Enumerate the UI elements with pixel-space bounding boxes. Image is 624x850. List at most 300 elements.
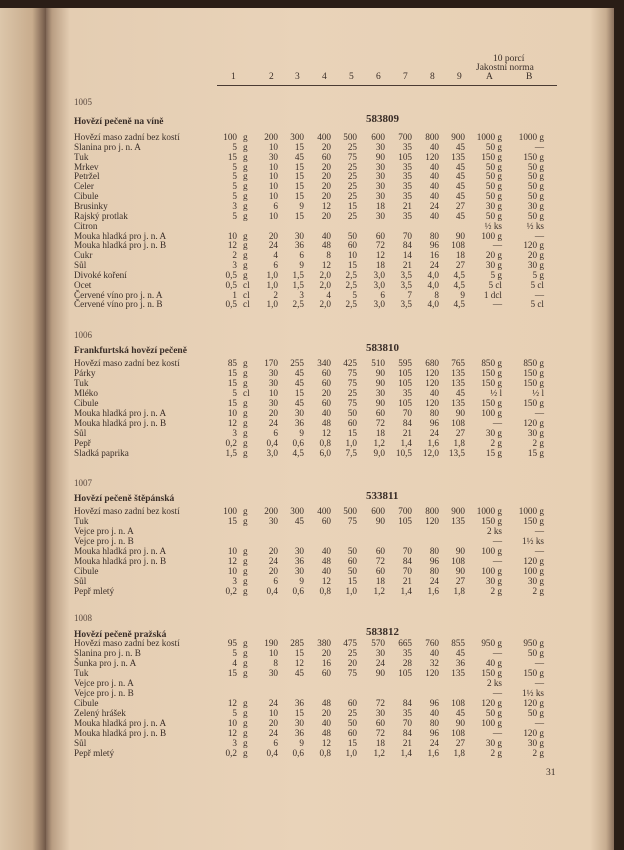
header-rule xyxy=(217,85,557,86)
amount-cell: 135 xyxy=(451,151,465,162)
amount-cell: 20 xyxy=(321,141,331,152)
amount-cell: — xyxy=(492,240,502,251)
unit: g xyxy=(243,506,248,516)
unit: g xyxy=(243,718,248,728)
amount-cell: 500 xyxy=(343,506,357,516)
amount-cell: 20 xyxy=(321,161,331,172)
amount-cell: 10 xyxy=(227,408,237,418)
amount-cell: 45 xyxy=(294,378,304,388)
amount-cell: 90 xyxy=(455,408,465,418)
amount-cell: 24 xyxy=(268,728,278,738)
amount-cell: 0,6 xyxy=(292,748,304,758)
ingredient-name: Tuk xyxy=(74,378,89,388)
amount-cell: 120 g xyxy=(523,728,544,738)
amount-cell: 18 xyxy=(455,250,465,261)
amount-cell: 40 xyxy=(429,210,439,221)
amount-cell: 950 g xyxy=(523,638,544,648)
amount-cell: 75 xyxy=(347,398,357,408)
ingredient-name: Citron xyxy=(74,220,98,231)
amount-cell: — xyxy=(492,418,502,428)
unit: g xyxy=(243,230,248,241)
ingredient-row xyxy=(74,556,574,566)
amount-cell: 2 xyxy=(273,289,278,300)
amount-cell: 105 xyxy=(398,516,412,526)
amount-cell: 15 xyxy=(227,668,237,678)
ingredient-row xyxy=(74,566,574,576)
amount-cell: 15 xyxy=(347,260,357,271)
ingredient-name: Zelený hrášek xyxy=(74,708,126,718)
ingredient-row xyxy=(74,142,574,152)
amount-cell: 6 xyxy=(273,428,278,438)
ingredient-row xyxy=(74,408,574,418)
unit: g xyxy=(243,171,248,182)
amount-cell: 10 xyxy=(268,161,278,172)
amount-cell: 665 xyxy=(398,638,412,648)
amount-cell: 45 xyxy=(455,210,465,221)
amount-cell: 12 xyxy=(321,260,331,271)
amount-cell: 75 xyxy=(347,151,357,162)
amount-cell: 45 xyxy=(455,171,465,182)
amount-cell: 45 xyxy=(294,398,304,408)
amount-cell: 20 xyxy=(321,171,331,182)
amount-cell: 20 xyxy=(321,388,331,398)
amount-cell: 6 xyxy=(273,200,278,211)
amount-cell: 30 g xyxy=(527,576,544,586)
amount-cell: 15 xyxy=(227,516,237,526)
amount-cell: 25 xyxy=(347,161,357,172)
amount-cell: 0,2 xyxy=(225,438,237,448)
ingredient-row xyxy=(74,132,574,142)
amount-cell: 15 xyxy=(294,210,304,221)
ingredient-row xyxy=(74,658,574,668)
ingredient-name: Mouka hladká pro j. n. B xyxy=(74,418,167,428)
ingredient-name: Mléko xyxy=(74,388,98,398)
unit: g xyxy=(243,566,248,576)
unit: g xyxy=(243,161,248,172)
amount-cell: 3,5 xyxy=(400,299,412,310)
unit: g xyxy=(243,728,248,738)
amount-cell: 60 xyxy=(375,718,385,728)
amount-cell: 35 xyxy=(402,141,412,152)
amount-cell: 3,0 xyxy=(373,269,385,280)
amount-cell: 60 xyxy=(375,408,385,418)
amount-cell: 30 xyxy=(375,210,385,221)
unit: g xyxy=(243,368,248,378)
amount-cell: — xyxy=(492,728,502,738)
amount-cell: 30 g xyxy=(527,200,544,211)
amount-cell: 135 xyxy=(451,398,465,408)
amount-cell: 15 xyxy=(294,141,304,152)
unit: g xyxy=(243,398,248,408)
amount-cell: 21 xyxy=(402,200,412,211)
amount-cell: 0,4 xyxy=(266,438,278,448)
unit: g xyxy=(243,269,248,280)
amount-cell: 20 xyxy=(321,648,331,658)
amount-cell: 150 g xyxy=(523,151,544,162)
amount-cell: 30 g xyxy=(485,738,502,748)
amount-cell: 60 xyxy=(321,151,331,162)
amount-cell: 1,0 xyxy=(345,586,357,596)
amount-cell: 1,0 xyxy=(266,279,278,290)
amount-cell: 14 xyxy=(402,250,412,261)
column-header-2: 2 xyxy=(269,72,274,82)
amount-cell: 0,4 xyxy=(266,748,278,758)
amount-cell: 150 g xyxy=(481,398,502,408)
amount-cell: 21 xyxy=(402,576,412,586)
amount-cell: 4,5 xyxy=(292,448,304,458)
amount-cell: 90 xyxy=(375,668,385,678)
ingredient-name: Brusinky xyxy=(74,200,108,211)
amount-cell: 3 xyxy=(232,738,237,748)
amount-cell: 10 xyxy=(227,230,237,241)
amount-cell: 45 xyxy=(294,368,304,378)
unit: g xyxy=(243,191,248,202)
amount-cell: 24 xyxy=(429,738,439,748)
ingredient-name: Mouka hladká pro j. n. B xyxy=(74,240,167,251)
amount-cell: 400 xyxy=(317,506,331,516)
amount-cell: 13,5 xyxy=(448,448,465,458)
amount-cell: 50 g xyxy=(527,708,544,718)
amount-cell: 2,5 xyxy=(345,299,357,310)
amount-cell: 15 xyxy=(227,398,237,408)
amount-cell: 15 xyxy=(347,200,357,211)
page-number: 31 xyxy=(546,768,556,778)
amount-cell: 0,5 xyxy=(225,299,237,310)
amount-cell: 50 g xyxy=(485,210,502,221)
amount-cell: 10 xyxy=(268,388,278,398)
unit: g xyxy=(243,408,248,418)
amount-cell: 84 xyxy=(402,418,412,428)
amount-cell: 15 xyxy=(294,191,304,202)
ingredient-row xyxy=(74,678,574,688)
amount-cell: 21 xyxy=(402,428,412,438)
amount-cell: 50 g xyxy=(527,210,544,221)
amount-cell: 9 xyxy=(299,260,304,271)
ingredient-name: Cibule xyxy=(74,698,99,708)
amount-cell: 30 g xyxy=(527,428,544,438)
amount-cell: — xyxy=(534,408,544,418)
ingredient-name: Mrkev xyxy=(74,161,99,172)
amount-cell: 3 xyxy=(232,260,237,271)
amount-cell: — xyxy=(534,141,544,152)
ingredient-row xyxy=(74,586,574,596)
amount-cell: 35 xyxy=(402,648,412,658)
amount-cell: 25 xyxy=(347,648,357,658)
unit: g xyxy=(243,260,248,271)
ingredient-row xyxy=(74,536,574,546)
amount-cell: 72 xyxy=(375,698,385,708)
amount-cell: 70 xyxy=(402,546,412,556)
amount-cell: 96 xyxy=(429,556,439,566)
amount-cell: 40 g xyxy=(485,658,502,668)
amount-cell: 40 xyxy=(321,546,331,556)
amount-cell: 0,5 xyxy=(225,269,237,280)
amount-cell: 300 xyxy=(290,506,304,516)
portions-label: 10 porcí xyxy=(493,54,525,64)
amount-cell: 5 xyxy=(232,181,237,192)
ingredient-name: Červené víno pro j. n. A xyxy=(74,289,163,300)
amount-cell: 425 xyxy=(343,358,357,368)
amount-cell: 12 xyxy=(321,200,331,211)
amount-cell: 40 xyxy=(321,408,331,418)
amount-cell: 75 xyxy=(347,668,357,678)
ingredient-name: Mouka hladká pro j. n. A xyxy=(74,546,167,556)
amount-cell: 15 xyxy=(347,576,357,586)
amount-cell: — xyxy=(534,678,544,688)
amount-cell: 1,2 xyxy=(373,586,385,596)
amount-cell: 35 xyxy=(402,210,412,221)
amount-cell: 475 xyxy=(343,638,357,648)
amount-cell: 60 xyxy=(347,728,357,738)
recipe-number: 1006 xyxy=(74,330,92,340)
amount-cell: 20 xyxy=(268,546,278,556)
unit: g xyxy=(243,448,248,458)
amount-cell: 84 xyxy=(402,556,412,566)
ingredient-name: Červené víno pro j. n. B xyxy=(74,299,163,310)
amount-cell: 1,5 xyxy=(225,448,237,458)
amount-cell: 35 xyxy=(402,171,412,182)
ingredient-name: Pepř mletý xyxy=(74,586,115,596)
amount-cell: 100 g xyxy=(523,566,544,576)
recipe-number: 1008 xyxy=(74,613,92,623)
column-header-B: B xyxy=(526,72,533,82)
amount-cell: 1000 g xyxy=(518,506,544,516)
ingredient-name: Sůl xyxy=(74,260,87,271)
amount-cell: 5 xyxy=(232,210,237,221)
ingredient-row xyxy=(74,280,574,290)
amount-cell: 50 g xyxy=(527,181,544,192)
unit: g xyxy=(243,240,248,251)
amount-cell: ½ l xyxy=(532,388,544,398)
amount-cell: 27 xyxy=(455,428,465,438)
amount-cell: 108 xyxy=(451,418,465,428)
amount-cell: 35 xyxy=(402,708,412,718)
amount-cell: 36 xyxy=(294,240,304,251)
amount-cell: 150 g xyxy=(523,516,544,526)
amount-cell: 30 xyxy=(268,668,278,678)
amount-cell: 100 g xyxy=(481,566,502,576)
amount-cell: 40 xyxy=(429,181,439,192)
amount-cell: 75 xyxy=(347,368,357,378)
amount-cell: 18 xyxy=(375,738,385,748)
ingredient-row xyxy=(74,688,574,698)
amount-cell: 72 xyxy=(375,728,385,738)
amount-cell: 15 xyxy=(294,171,304,182)
amount-cell: 5 xyxy=(232,161,237,172)
recipe-code: 533811 xyxy=(366,490,399,502)
ingredient-row xyxy=(74,358,574,368)
amount-cell: 45 xyxy=(455,191,465,202)
unit: g xyxy=(243,438,248,448)
amount-cell: 12 xyxy=(227,698,237,708)
ingredient-row xyxy=(74,718,574,728)
amount-cell: 6 xyxy=(299,250,304,261)
amount-cell: 680 xyxy=(425,358,439,368)
amount-cell: 50 g xyxy=(527,171,544,182)
amount-cell: 3,5 xyxy=(400,279,412,290)
amount-cell: 50 g xyxy=(527,161,544,172)
amount-cell: 60 xyxy=(347,240,357,251)
amount-cell: 45 xyxy=(455,648,465,658)
amount-cell: 30 g xyxy=(485,576,502,586)
amount-cell: 700 xyxy=(398,506,412,516)
amount-cell: 2 g xyxy=(490,748,502,758)
amount-cell: 30 xyxy=(268,398,278,408)
amount-cell: 3,0 xyxy=(373,279,385,290)
amount-cell: 105 xyxy=(398,151,412,162)
amount-cell: 80 xyxy=(429,408,439,418)
amount-cell: 5 xyxy=(232,388,237,398)
amount-cell: 95 xyxy=(227,638,237,648)
unit: g xyxy=(243,516,248,526)
amount-cell: 8 xyxy=(273,658,278,668)
amount-cell: — xyxy=(492,688,502,698)
amount-cell: 6 xyxy=(273,738,278,748)
amount-cell: 21 xyxy=(402,738,412,748)
amount-cell: 1,8 xyxy=(453,438,465,448)
amount-cell: 40 xyxy=(429,191,439,202)
ingredient-name: Hovězí maso zadní bez kostí xyxy=(74,506,180,516)
amount-cell: 36 xyxy=(294,418,304,428)
ingredient-name: Tuk xyxy=(74,151,89,162)
column-header-1: 1 xyxy=(231,72,236,82)
amount-cell: 2 ks xyxy=(486,678,502,688)
amount-cell: 0,2 xyxy=(225,586,237,596)
amount-cell: 30 xyxy=(375,648,385,658)
amount-cell: 80 xyxy=(429,230,439,241)
amount-cell: 850 g xyxy=(523,358,544,368)
amount-cell: 24 xyxy=(375,658,385,668)
amount-cell: 4 xyxy=(273,250,278,261)
ingredient-name: Cibule xyxy=(74,398,99,408)
amount-cell: 3,0 xyxy=(373,299,385,310)
ingredient-name: Hovězí maso zadní bez kostí xyxy=(74,638,180,648)
amount-cell: 0,4 xyxy=(266,586,278,596)
amount-cell: 0,6 xyxy=(292,586,304,596)
amount-cell: 28 xyxy=(402,658,412,668)
amount-cell: 6 xyxy=(273,576,278,586)
ingredient-row xyxy=(74,250,574,260)
amount-cell: 40 xyxy=(429,161,439,172)
amount-cell: 200 xyxy=(264,506,278,516)
amount-cell: 150 g xyxy=(523,378,544,388)
amount-cell: 90 xyxy=(375,516,385,526)
amount-cell: 32 xyxy=(429,658,439,668)
amount-cell: 75 xyxy=(347,516,357,526)
amount-cell: 5 xyxy=(352,289,357,300)
ingredient-name: Vejce pro j. n. A xyxy=(74,526,134,536)
amount-cell: 5 cl xyxy=(530,279,544,290)
amount-cell: 1,0 xyxy=(345,748,357,758)
amount-cell: 4 xyxy=(232,658,237,668)
amount-cell: 120 xyxy=(425,378,439,388)
amount-cell: 27 xyxy=(455,738,465,748)
amount-cell: 48 xyxy=(321,418,331,428)
amount-cell: 5 xyxy=(232,141,237,152)
amount-cell: 170 xyxy=(264,358,278,368)
amount-cell: ½ ks xyxy=(526,220,544,231)
amount-cell: 2 xyxy=(232,250,237,261)
amount-cell: 30 xyxy=(294,566,304,576)
amount-cell: 1 xyxy=(232,289,237,300)
amount-cell: 850 g xyxy=(481,358,502,368)
amount-cell: 150 g xyxy=(523,368,544,378)
amount-cell: 15 xyxy=(227,378,237,388)
ingredient-row xyxy=(74,506,574,516)
amount-cell: 30 xyxy=(294,546,304,556)
amount-cell: 85 xyxy=(227,358,237,368)
ingredient-name: Mouka hladká pro j. n. B xyxy=(74,556,167,566)
amount-cell: 15 g xyxy=(527,448,544,458)
amount-cell: 120 xyxy=(425,398,439,408)
amount-cell: 60 xyxy=(321,368,331,378)
amount-cell: 30 g xyxy=(527,260,544,271)
amount-cell: 20 xyxy=(321,210,331,221)
unit: g xyxy=(243,748,248,758)
amount-cell: 60 xyxy=(347,418,357,428)
amount-cell: 60 xyxy=(347,556,357,566)
amount-cell: 20 xyxy=(321,708,331,718)
amount-cell: 50 g xyxy=(527,191,544,202)
ingredient-name: Slanina pro j. n. B xyxy=(74,648,141,658)
amount-cell: 760 xyxy=(425,638,439,648)
amount-cell: 30 xyxy=(375,161,385,172)
ingredient-row xyxy=(74,418,574,428)
amount-cell: 855 xyxy=(451,638,465,648)
amount-cell: 10 xyxy=(268,210,278,221)
amount-cell: 35 xyxy=(402,191,412,202)
unit: g xyxy=(243,428,248,438)
amount-cell: 16 xyxy=(321,658,331,668)
unit: g xyxy=(243,708,248,718)
book-page xyxy=(0,8,614,850)
amount-cell: 200 xyxy=(264,132,278,142)
amount-cell: 30 xyxy=(375,191,385,202)
unit: g xyxy=(243,668,248,678)
amount-cell: 1½ ks xyxy=(522,536,544,546)
recipe-code: 583809 xyxy=(366,113,399,125)
ingredient-name: Mouka hladká pro j. n. A xyxy=(74,408,167,418)
ingredient-name: Pepř mletý xyxy=(74,748,115,758)
ingredient-name: Mouka hladká pro j. n. B xyxy=(74,728,167,738)
amount-cell: 120 g xyxy=(523,556,544,566)
amount-cell: 12 xyxy=(321,576,331,586)
amount-cell: 135 xyxy=(451,668,465,678)
amount-cell: 1,8 xyxy=(453,748,465,758)
amount-cell: 90 xyxy=(375,378,385,388)
amount-cell: 1,4 xyxy=(400,748,412,758)
amount-cell: 45 xyxy=(294,151,304,162)
amount-cell: 50 g xyxy=(485,161,502,172)
amount-cell: 900 xyxy=(451,506,465,516)
amount-cell: 510 xyxy=(371,358,385,368)
amount-cell: 100 g xyxy=(481,230,502,241)
amount-cell: 50 xyxy=(347,546,357,556)
amount-cell: 24 xyxy=(429,200,439,211)
unit: g xyxy=(243,556,248,566)
unit: g xyxy=(243,638,248,648)
amount-cell: 20 xyxy=(268,408,278,418)
ingredient-name: Rajský protlak xyxy=(74,210,128,221)
amount-cell: 30 xyxy=(294,230,304,241)
amount-cell: 50 xyxy=(347,566,357,576)
amount-cell: 1000 g xyxy=(476,506,502,516)
amount-cell: 84 xyxy=(402,728,412,738)
ingredient-name: Petržel xyxy=(74,171,100,182)
amount-cell: 96 xyxy=(429,240,439,251)
unit: g xyxy=(243,698,248,708)
amount-cell: 105 xyxy=(398,668,412,678)
